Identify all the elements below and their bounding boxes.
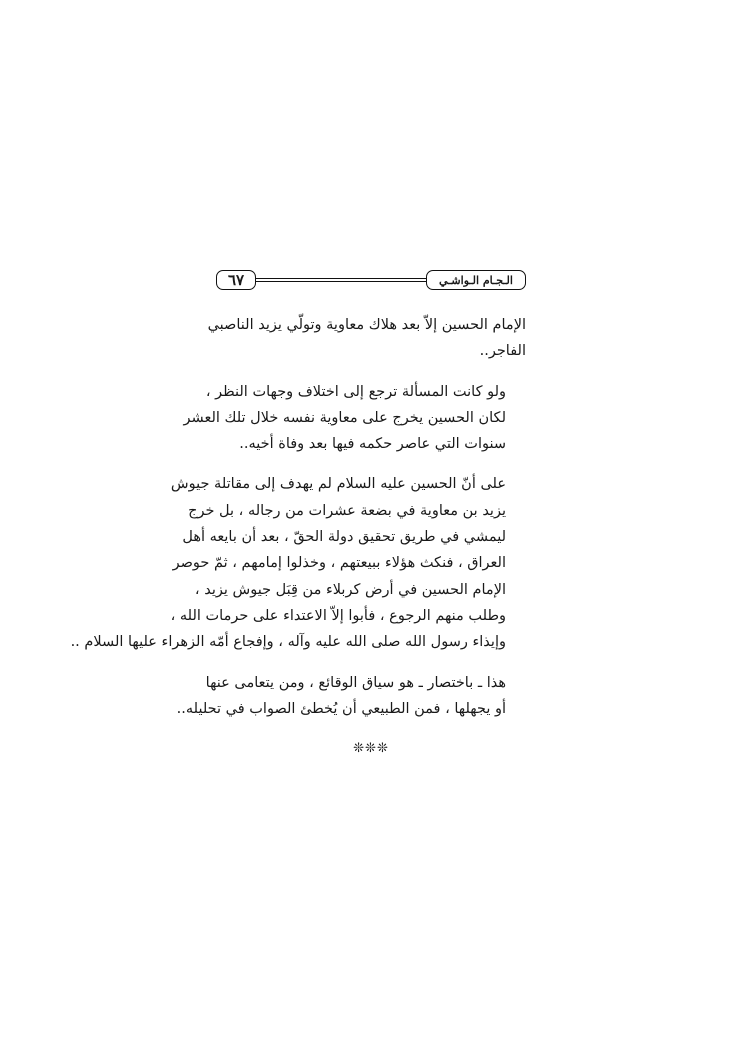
paragraph-3: [70, 471, 526, 655]
page-body: [70, 312, 526, 762]
running-title: الـجـام الـواشـي: [426, 270, 526, 290]
text-line: ولو كانت المسألة ترجع إلى اختلاف وجهات النظر ،: [205, 383, 506, 400]
text-line: هذا ـ باختصار ـ هو سياق الوقائع ، ومن يتعامى عنها: [205, 674, 506, 691]
paragraph-2: [183, 379, 526, 458]
text-line: الإمام الحسين في أرض كربلاء من قِبَل جيوش يزيد ،: [194, 581, 506, 598]
header-rule-thin: [256, 281, 426, 282]
text-line: الإمام الحسين إلاّ بعد هلاك معاوية وتولّي يزيد الناصبي: [207, 317, 526, 333]
text-line: على أنّ الحسين عليه السلام لم يهدف إلى مقاتلة جيوش: [170, 476, 506, 493]
page-header: [216, 270, 526, 292]
paragraph-4: [176, 670, 526, 723]
section-end-ornament: ❊❊❊: [353, 741, 389, 757]
text-line: يزيد بن معاوية في بضعة عشرات من رجاله ، بل خرج: [188, 502, 506, 519]
paragraph-1: [207, 312, 526, 365]
text-line: ليمشي في طريق تحقيق دولة الحقّ ، بعد أن بايعه أهل: [182, 529, 506, 546]
text-line: سنوات التي عاصر حكمه فيها بعد وفاة أخيه..: [239, 436, 506, 453]
text-line: الفاجر..: [479, 343, 526, 360]
text-line: العراق ، فنكث هؤلاء ببيعتهم ، وخذلوا إمامهم ، ثمّ حوصر: [172, 555, 506, 572]
text-line: وإيذاء رسول الله صلى الله عليه وآله ، وإفجاع أمّه الزهراء عليها السلام ..: [70, 634, 506, 651]
page-number: ٦٧: [216, 270, 256, 290]
text-line: وطلب منهم الرجوع ، فأبوا إلاّ الاعتداء على حرمات الله ،: [170, 607, 506, 624]
text-line: أو يجهلها ، فمن الطبيعي أن يُخطئ الصواب في تحليله..: [176, 700, 506, 717]
header-rule: [256, 278, 426, 279]
text-line: لكان الحسين يخرج على معاوية نفسه خلال تلك العشر: [183, 409, 506, 426]
